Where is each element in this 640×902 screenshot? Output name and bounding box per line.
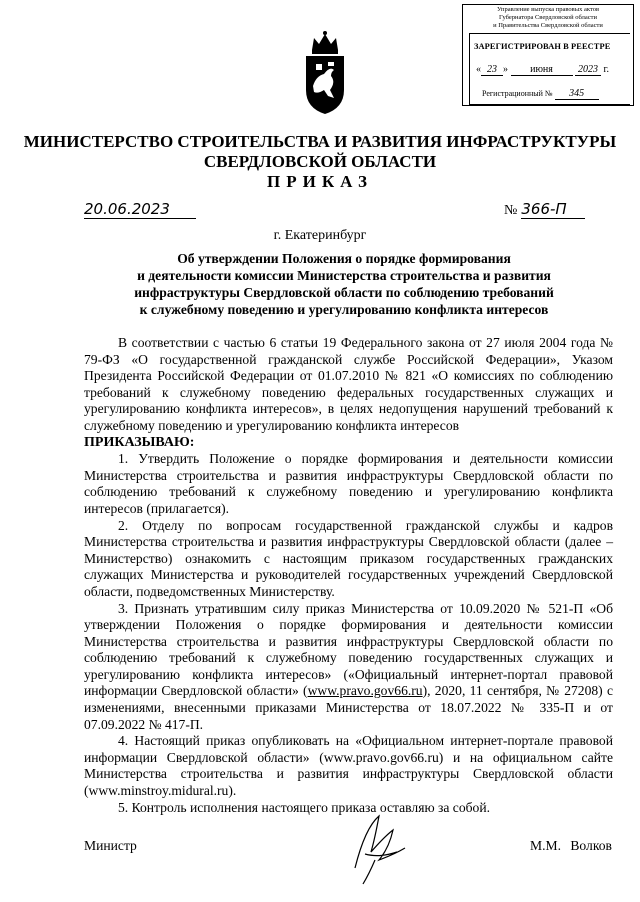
stamp-reg-number-value: 345 <box>555 88 599 100</box>
order-item-5: 5. Контроль исполнения настоящего приказа оставляю за собой. <box>118 799 491 815</box>
stamp-header-line: и Правительства Свердловской области <box>493 22 603 29</box>
stamp-quote-close: » <box>503 64 508 75</box>
order-item-1: 1. Утвердить Положение о порядке формирования и деятельности комиссии Министерства строительства и развития инфраструктуры Свердловской области по соблюдению требований к служебному поведению и урегулированию конфликта интересов (прилагается). <box>84 451 613 516</box>
ministry-title-line1: МИНИСТЕРСТВО СТРОИТЕЛЬСТВА И РАЗВИТИЯ ИНФРАСТРУКТУРЫ <box>23 132 617 151</box>
order-item-2: 2. Отделу по вопросам государственной гражданской службы и кадров Министерства строительства и развития инфраструктуры Свердловской области (далее – Министерство) ознакомить с настоящим приказом государственных гражданских служащих Министерства и руководителей государственных учреждений Свердловской области, подведомственных Министерству. <box>84 517 613 599</box>
stamp-header-line: Губернатора Свердловской области <box>498 14 598 21</box>
subject-line: инфраструктуры Свердловской области по соблюдению требований <box>134 285 554 300</box>
document-type: ПРИКАЗ <box>267 172 373 191</box>
stamp-day: 23 <box>481 64 503 76</box>
order-number <box>504 200 604 219</box>
signatory-name: М.М. Волков <box>530 838 612 853</box>
stamp-inner-box <box>469 33 630 105</box>
stamp-reg-number-label: Регистрационный № <box>482 89 553 98</box>
order-body <box>84 335 613 816</box>
order-item-4: 4. Настоящий приказ опубликовать на «Официальном интернет-портале правовой информации Свердловской области» (www.pravo.gov66.ru) и на официальном сайте Министерства строительства и развития инфраструктуры Свердловской области (www.minstroy.midural.ru). <box>84 733 613 799</box>
ministry-title-line2: СВЕРДЛОВСКОЙ ОБЛАСТИ <box>203 152 437 171</box>
stamp-quote-open: « <box>476 64 481 75</box>
stamp-registered-label: ЗАРЕГИСТРИРОВАН В РЕЕСТРЕ <box>474 42 611 51</box>
order-word: ПРИКАЗЫВАЮ: <box>84 434 195 450</box>
registry-stamp <box>462 4 634 106</box>
stamp-reg-number <box>482 88 599 100</box>
item3-text-end: ), 2020, 11 сентября, № 27208) с изменениями, внесенными приказами Министерства от 18.07.2022 № 335-П и от 07.09.2022 № 417-П. <box>84 683 613 732</box>
signatory-position: Министр <box>84 838 137 853</box>
preamble: В соответствии с частью 6 статьи 19 Федерального закона от 27 июля 2004 года № 79-ФЗ «О государственной гражданской службе Российской Федерации», Указом Президента Российской Федерации от 01.07.2010 № 821 «О комиссиях по соблюдению требований к служебному поведению федеральных государственных служащих и урегулированию конфликта интересов», в целях недопущения нарушений требований к служебному поведению и урегулированию конфликта интересов <box>84 335 613 433</box>
stamp-date <box>476 64 609 76</box>
order-item-3 <box>84 601 613 734</box>
city: г. Екатеринбург <box>273 228 367 243</box>
subject-line: к служебному поведению и урегулированию конфликта интересов <box>139 302 549 317</box>
pravo-link[interactable]: www.pravo.gov66.ru <box>307 683 423 699</box>
order-date: 20.06.2023 <box>84 200 196 219</box>
stamp-year-suffix: г. <box>603 64 609 75</box>
order-number-label: № <box>504 203 518 218</box>
coat-of-arms-icon <box>300 28 350 118</box>
item3-text: 3. Признать утратившим силу приказ Министерства от 10.09.2020 № 521-П «Об утверждении Положения о порядке формирования и деятельности комиссии Министерства строительства и развития инфраструктуры Свердловской области по соблюдению требований к служебному поведению государственных служащих и урегулированию конфликта интересов» («Официальный интернет-портал правовой информации Свердловской области» ( <box>84 600 613 699</box>
handwritten-signature <box>335 808 425 888</box>
subject-line: и деятельности комиссии Министерства строительства и развития <box>137 268 551 283</box>
order-number-value: 366-П <box>521 200 585 219</box>
subject-line: Об утверждении Положения о порядке формирования <box>177 251 511 266</box>
order-subject <box>84 250 604 318</box>
stamp-year: 2023 <box>575 64 601 76</box>
stamp-header-line: Управление выпуска правовых актов <box>496 6 600 13</box>
stamp-header <box>463 5 633 30</box>
stamp-month: июня <box>511 64 573 76</box>
